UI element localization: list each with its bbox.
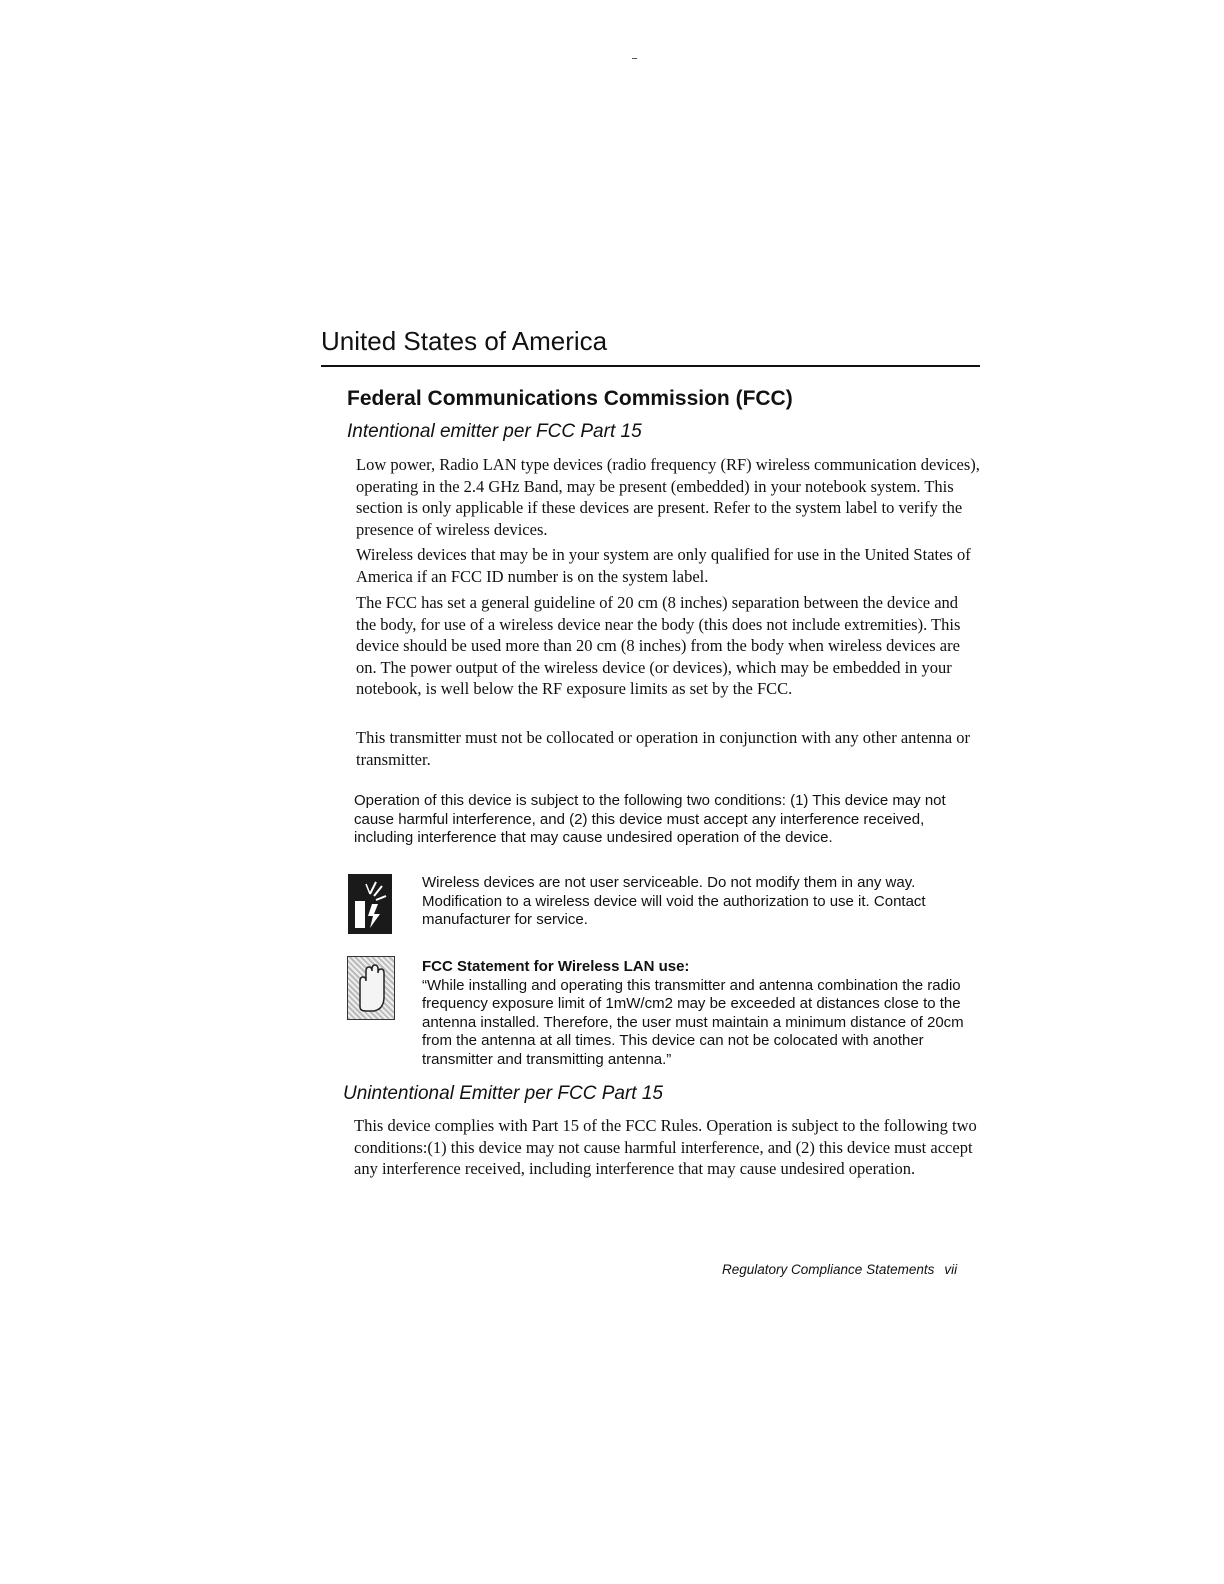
caution-note [422,958,978,1069]
conditions-paragraph: Operation of this device is subject to the following two conditions: (1) This device may not cause harmful interference, and (2) this device must accept any interference received, including interference that may cause undesired operation of the device. [354,792,946,846]
intro-paragraph: Low power, Radio LAN type devices (radio frequency (RF) wireless communication devices), operating in the 2.4 GHz Band, may be present (embedded) in your notebook system. This section is only applicable if these devices are present. Refer to the system label to verify the presence of wireless devices. [356,455,980,539]
scan-speck [632,58,637,59]
caution-note-title: FCC Statement for Wireless LAN use: [422,958,690,975]
warning-note-text: Wireless devices are not user serviceable. Do not modify them in any way. Modification to a wireless device will void the authorization to use it. Contact manufacturer for service. [422,874,926,928]
unintentional-emitter-heading: Unintentional Emitter per FCC Part 15 [343,1083,663,1104]
section-title: United States of America [321,326,608,356]
qualification-paragraph: Wireless devices that may be in your system are only qualified for use in the United States of America if an FCC ID number is on the system label. [356,545,971,586]
collocation-paragraph: This transmitter must not be collocated or operation in conjunction with any other antenna or transmitter. [356,728,971,769]
electric-warning-icon [348,874,392,934]
page-footer [722,1262,957,1277]
intentional-emitter-heading: Intentional emitter per FCC Part 15 [347,421,642,442]
footer-label: Regulatory Compliance Statements [722,1262,935,1277]
title-rule [321,365,980,367]
fcc-heading: Federal Communications Commission (FCC) [347,387,793,410]
caution-note-text: “While installing and operating this transmitter and antenna combination the radio frequency exposure limit of 1mW/cm2 may be exceeded at distances close to the antenna installed. Therefore, the user must maintain a minimum distance of 20cm from the antenna at all times. This device can not be colocated with another transmitter and transmitting antenna.” [422,976,964,1068]
compliance-paragraph: This device complies with Part 15 of the FCC Rules. Operation is subject to the following two conditions:(1) this device may not cause harmful interference, and (2) this device must accept any interference received, including interference that may cause undesired operation. [354,1116,977,1178]
page-number: vii [944,1262,958,1277]
separation-paragraph: The FCC has set a general guideline of 20 cm (8 inches) separation between the device and the body, for use of a wireless device near the body (this does not include extremities). This device should be used more than 20 cm (8 inches) from the body when wireless devices are on. The power output of the wireless device (or devices), which may be embedded in your notebook, is well below the RF exposure limits as set by the FCC. [356,593,961,698]
stop-hand-icon [347,956,395,1020]
